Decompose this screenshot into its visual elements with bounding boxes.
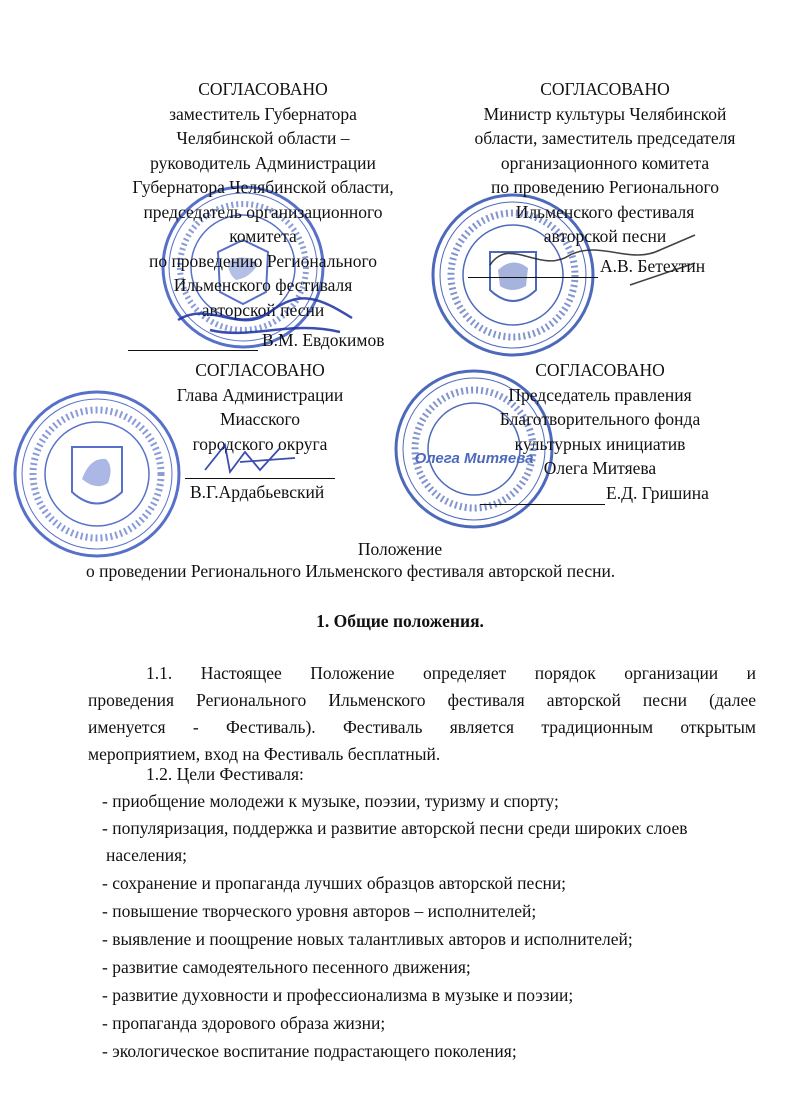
signature-line bbox=[128, 350, 258, 351]
paragraph-line: мероприятием, вход на Фестиваль бесплатный. bbox=[88, 744, 441, 764]
paragraph-line: проведения Регионального Ильменского фестиваля авторской песни (далее bbox=[88, 690, 756, 710]
approval-line: Благотворительного фонда bbox=[499, 409, 701, 429]
approval-line: авторской песни bbox=[201, 299, 325, 320]
approval-line: комитета bbox=[229, 226, 297, 246]
goal-item: населения; bbox=[106, 845, 188, 865]
paragraph-line: 1.1. Настоящее Положение определяет порядок организации и bbox=[146, 663, 756, 683]
signatory-name: А.В. Бетехтин bbox=[600, 256, 706, 276]
approval-line: по проведению Регионального bbox=[148, 250, 378, 271]
approval-heading: СОГЛАСОВАНО bbox=[535, 360, 665, 380]
goal-item: - приобщение молодежи к музыке, поэзии, туризму и спорту; bbox=[102, 791, 559, 811]
approval-heading: СОГЛАСОВАНО bbox=[195, 360, 325, 380]
document-title: Положение bbox=[357, 539, 443, 559]
approval-line: руководитель Администрации bbox=[150, 152, 376, 173]
document-subtitle: о проведении Регионального Ильменского фестиваля авторской песни. bbox=[86, 561, 616, 581]
approval-line: Ильменского фестиваля bbox=[173, 275, 353, 295]
section-heading: 1. Общие положения. bbox=[316, 611, 484, 631]
paragraph-1-1 bbox=[88, 660, 756, 768]
goal-item: - популяризация, поддержка и развитие авторской песни среди широких слоев bbox=[102, 818, 688, 838]
goal-item: - сохранение и пропаганда лучших образцов авторской песни; bbox=[102, 873, 567, 893]
approval-ministry bbox=[455, 77, 755, 249]
signature-ardabyevsky bbox=[200, 440, 310, 480]
approval-heading: СОГЛАСОВАНО bbox=[198, 79, 328, 99]
approval-fund bbox=[470, 358, 730, 481]
goal-item: - развитие духовности и профессионализма в музыке и поэзии; bbox=[102, 985, 574, 1005]
approval-line: по проведению Регионального bbox=[490, 177, 720, 197]
goals-heading: 1.2. Цели Фестиваля: bbox=[146, 764, 304, 784]
approval-line: Миасского bbox=[219, 409, 301, 429]
goal-item: - повышение творческого уровня авторов – исполнителей; bbox=[102, 901, 537, 921]
approval-line: Губернатора Челябинской области, bbox=[132, 177, 394, 197]
signatory-name: Е.Д. Гришина bbox=[606, 483, 709, 503]
paragraph-line: именуется - Фестиваль). Фестиваль является традиционным открытым bbox=[88, 717, 756, 737]
approval-line: Ильменского фестиваля bbox=[515, 201, 695, 222]
signature-line bbox=[480, 504, 605, 505]
approval-heading: СОГЛАСОВАНО bbox=[540, 79, 670, 99]
approval-line: Глава Администрации bbox=[176, 384, 344, 405]
approval-line: Олега Митяева bbox=[543, 458, 657, 478]
goal-item: - развитие самодеятельного песенного движения; bbox=[102, 957, 471, 977]
signature-betekhtin bbox=[480, 225, 700, 300]
approval-line: Челябинской области – bbox=[176, 128, 350, 148]
signatory-name: В.Г.Ардабьевский bbox=[190, 482, 325, 502]
goal-item: - выявление и поощрение новых талантливых авторов и исполнителей; bbox=[102, 929, 633, 949]
approval-line: председатель организационного bbox=[143, 201, 383, 222]
approval-line: культурных инициатив bbox=[514, 433, 686, 454]
approval-line: Председатель правления bbox=[508, 384, 692, 405]
signature-evdokimov bbox=[170, 290, 360, 350]
goal-item: - пропаганда здорового образа жизни; bbox=[102, 1013, 386, 1033]
approval-line: организационного комитета bbox=[500, 152, 710, 173]
approval-governor bbox=[118, 77, 408, 322]
approval-line: Министр культуры Челябинской bbox=[483, 103, 727, 124]
goal-item: - экологическое воспитание подрастающего поколения; bbox=[102, 1041, 517, 1061]
signatory-name: В.М. Евдокимов bbox=[262, 330, 385, 350]
approval-line: городского округа bbox=[192, 433, 328, 454]
fund-stamp-name: Олега Митяева bbox=[414, 450, 534, 467]
approval-line: авторской песни bbox=[543, 226, 667, 246]
approval-line: области, заместитель председателя bbox=[474, 128, 736, 148]
approval-line: заместитель Губернатора bbox=[169, 103, 357, 124]
